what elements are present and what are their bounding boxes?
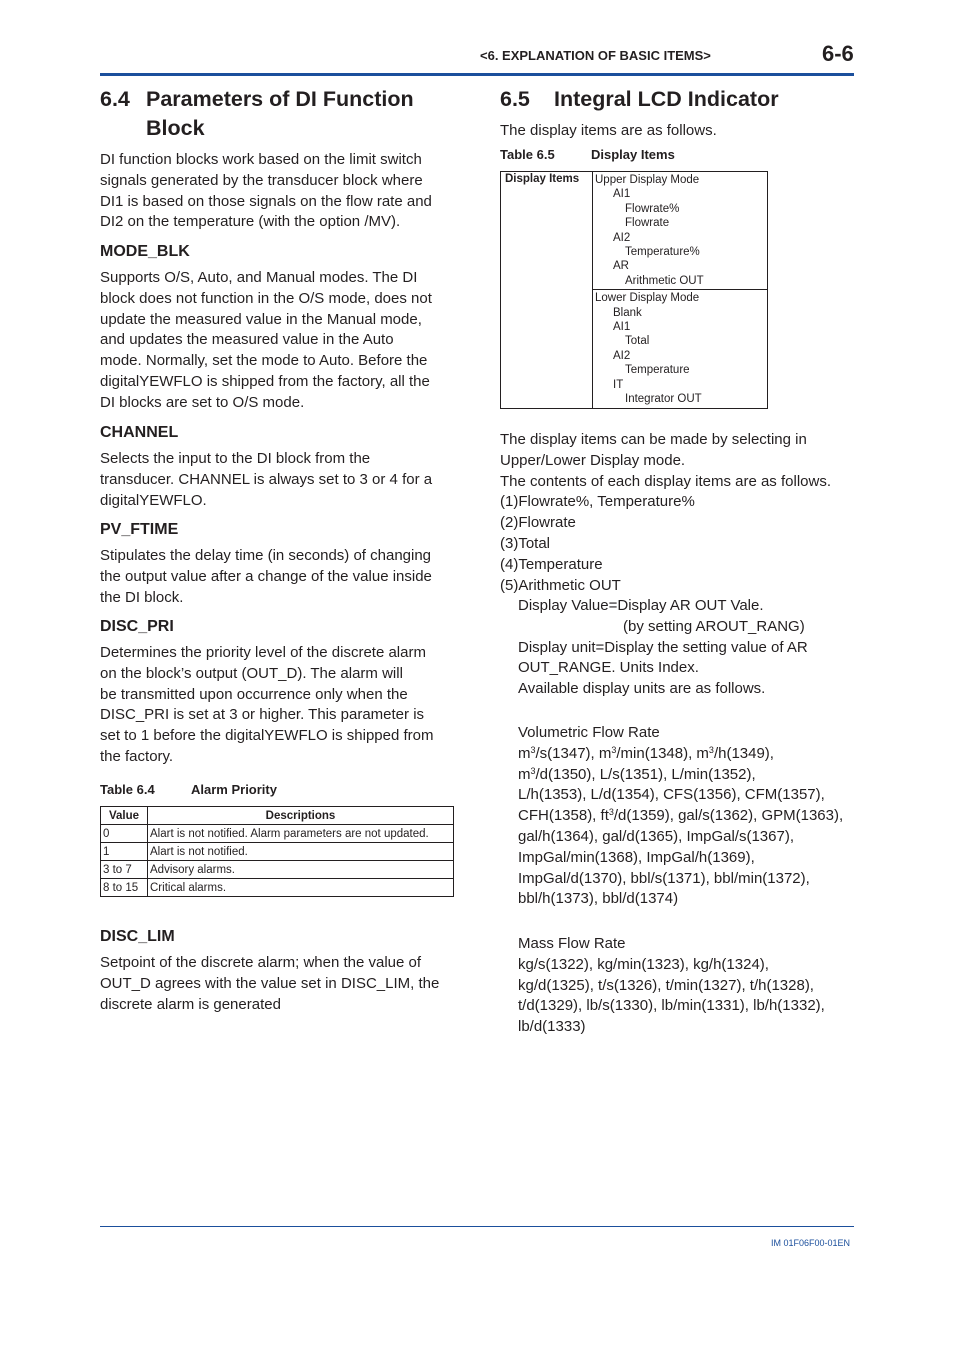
superscript: 3 [530,765,536,776]
text-line: Display Value=Display AR OUT Vale. [518,597,764,614]
text-line: OUT_RANGE. Units Index. [518,659,699,677]
text-line: DISC_PRI is set at 3 or higher. This parameter is [100,706,425,724]
pv-ftime-heading: PV_FTIME [100,521,179,538]
units-heading: Volumetric Flow Rate [518,724,660,741]
text-line: Determines the priority level of the discrete alarm [100,644,426,661]
document-id: IM 01F06F00-01EN [771,1238,851,1248]
pv-ftime-paragraph [100,546,460,608]
table-row [101,843,454,861]
cell-description: Alart is not notified. [148,843,454,861]
text-line: Stipulates the delay time (in seconds) of changing [100,547,432,564]
text-line: bbl/h(1373), bbl/d(1374) [518,890,679,908]
mode-title: Lower Display Mode [595,292,700,305]
section-6-5-title [500,85,854,114]
channel-paragraph [100,449,460,511]
list-item: (1)Flowrate%, Temperature% [500,493,695,511]
list-item: (4)Temperature [500,555,603,573]
table-header-row [101,807,454,825]
text-line: L/h(1353), L/d(1354), CFS(1356), CFM(1357), [518,786,825,804]
text-line: and updates the measured value in the Auto [100,331,394,349]
mode-title: Upper Display Mode [595,174,700,186]
text-line: mode. Normally, set the mode to Auto. Before the [100,352,428,370]
text-line: kg/d(1325), t/s(1326), t/min(1327), t/h(1328), [518,976,814,994]
text-line: digitalYEWFLO is shipped from the factory, all the [100,372,430,390]
mode-blk-heading: MODE_BLK [100,243,190,260]
mass-flow-units [518,934,854,1038]
superscript: 3 [708,744,714,755]
text-line: DI2 on the temperature (with the option /MV). [100,213,401,231]
disc-lim-paragraph [100,953,460,1015]
arithmetic-out-details [518,596,854,700]
text-line: the factory. [100,747,174,765]
section-6-4-title [100,85,460,143]
text-line: update the measured value in the Manual mode, [100,310,422,328]
block-name: AI2 [613,231,631,244]
list-item: (3)Total [500,534,551,552]
text-line [518,744,858,765]
text-line: the DI block. [100,588,184,606]
mode-blk-paragraph [100,268,460,414]
display-items-table [500,171,768,409]
display-items-header: Display Items [501,172,593,409]
text-line: Available display units are as follows. [518,680,766,698]
table-title: Display Items [591,147,675,162]
item-name: Arithmetic OUT [625,274,704,287]
table-6-4-caption [100,782,277,797]
table-6-5-caption [500,147,675,162]
item-name: Integrator OUT [625,393,702,406]
table-row [101,861,454,879]
unit-text: m [518,765,531,783]
volumetric-flow-units [518,723,858,910]
text-line: signals generated by the transducer block where [100,171,423,189]
text-line: The display items can be made by selecting in [500,431,807,448]
item-name: Blank [613,306,642,319]
text-line [518,806,858,827]
text-line: DI1 is based on those signals on the flow rate and [100,192,432,210]
cell-value: 8 to 15 [101,879,148,897]
text-line: Selects the input to the DI block from the [100,450,371,467]
superscript: 3 [608,807,614,818]
block-name: AI2 [613,349,631,362]
item-name: Flowrate% [625,202,680,215]
column-header-value: Value [101,807,148,825]
text-line: kg/s(1322), kg/min(1323), kg/h(1324), [518,955,769,973]
text-line: Display unit=Display the setting value of AR [518,638,808,656]
unit-text: CFH(1358), ft [518,807,609,825]
text-line: OUT_D agrees with the value set in DISC_LIM, the [100,974,440,992]
text-line: The contents of each display items are as follows. [500,472,831,490]
disc-pri-heading: DISC_PRI [100,618,174,635]
text-line: ImpGal/d(1370), bbl/s(1371), bbl/min(1372), [518,869,810,887]
text-line: the output value after a change of the value inside [100,567,432,585]
item-name: Total [625,335,650,348]
title-text: Integral LCD Indicator [554,87,779,111]
item-name: Temperature [625,364,690,377]
table-row [501,172,768,290]
cell-value: 1 [101,843,148,861]
title-line-1: Parameters of DI Function [146,87,414,111]
item-name: Temperature% [625,246,700,259]
section-number: 6.4 [100,87,130,111]
list-item: (2)Flowrate [500,514,576,532]
table-label: Table 6.4 [100,782,155,797]
text-line: be transmitted upon occurrence only when the [100,685,408,703]
text-line: DI function blocks work based on the limit switch [100,151,422,168]
channel-heading: CHANNEL [100,424,179,441]
disc-pri-paragraph [100,643,460,768]
list-item: (5)Arithmetic OUT [500,576,621,594]
column-header-descriptions: Descriptions [148,807,454,825]
title-line-2: Block [146,116,205,140]
text-line: block does not function in the O/S mode, does not [100,289,432,307]
alarm-priority-table [100,806,454,897]
text-line: discrete alarm is generated [100,995,281,1013]
block-name: AR [613,260,629,273]
superscript: 3 [530,744,536,755]
table-row [101,879,454,897]
text-line: lb/d(1333) [518,1018,586,1036]
upper-display-cell [593,172,768,290]
header-rule [100,73,854,76]
disc-lim-heading: DISC_LIM [100,928,175,945]
running-header: <6. EXPLANATION OF BASIC ITEMS> [480,48,711,63]
table-title: Alarm Priority [191,782,277,797]
text-line: gal/h(1364), gal/d(1365), ImpGal/s(1367), [518,827,794,845]
cell-value: 3 to 7 [101,861,148,879]
text-line: t/d(1329), lb/s(1330), lb/min(1331), lb/h(1332), [518,997,825,1015]
table-row [101,825,454,843]
superscript: 3 [611,744,617,755]
text-line: ImpGal/min(1368), ImpGal/h(1369), [518,848,755,866]
text-line: on the block’s output (OUT_D). The alarm will [100,664,403,682]
item-name: Flowrate [625,217,670,230]
block-name: AI1 [613,321,631,334]
text-line [518,765,858,786]
display-contents-paragraph [500,430,854,596]
text-line: Upper/Lower Display mode. [500,451,686,469]
text-line: DI blocks are set to O/S mode. [100,393,305,411]
units-heading: Mass Flow Rate [518,935,626,952]
cell-value: 0 [101,825,148,843]
unit-text: /d(1359), gal/s(1362), GPM(1363), [613,807,844,825]
block-name: AI1 [613,188,631,201]
cell-description: Advisory alarms. [148,861,454,879]
table-label: Table 6.5 [500,147,555,162]
unit-text: m [518,744,531,762]
block-name: IT [613,378,624,391]
text-line: digitalYEWFLO. [100,491,207,509]
cell-description: Alart is not notified. Alarm parameters are not updated. [148,825,454,843]
unit-text: /d(1350), L/s(1351), L/min(1352), [535,765,756,783]
unit-text: /min(1348), m [616,744,709,762]
text-line: (by setting AROUT_RANG) [623,617,805,635]
cell-description: Critical alarms. [148,879,454,897]
text-line: transducer. CHANNEL is always set to 3 or 4 for a [100,470,433,488]
lower-display-cell [593,290,768,408]
text-line: Setpoint of the discrete alarm; when the value of [100,954,422,971]
intro-paragraph [100,150,460,233]
unit-text: /h(1349), [713,744,774,762]
text-line: Supports O/S, Auto, and Manual modes. The DI [100,269,418,286]
unit-text: /s(1347), m [535,744,612,762]
section-number: 6.5 [500,87,530,111]
footer-rule [100,1226,854,1227]
text-line: set to 1 before the digitalYEWFLO is shipped from [100,727,434,745]
page-number: 6-6 [822,41,854,66]
display-intro: The display items are as follows. [500,122,717,139]
